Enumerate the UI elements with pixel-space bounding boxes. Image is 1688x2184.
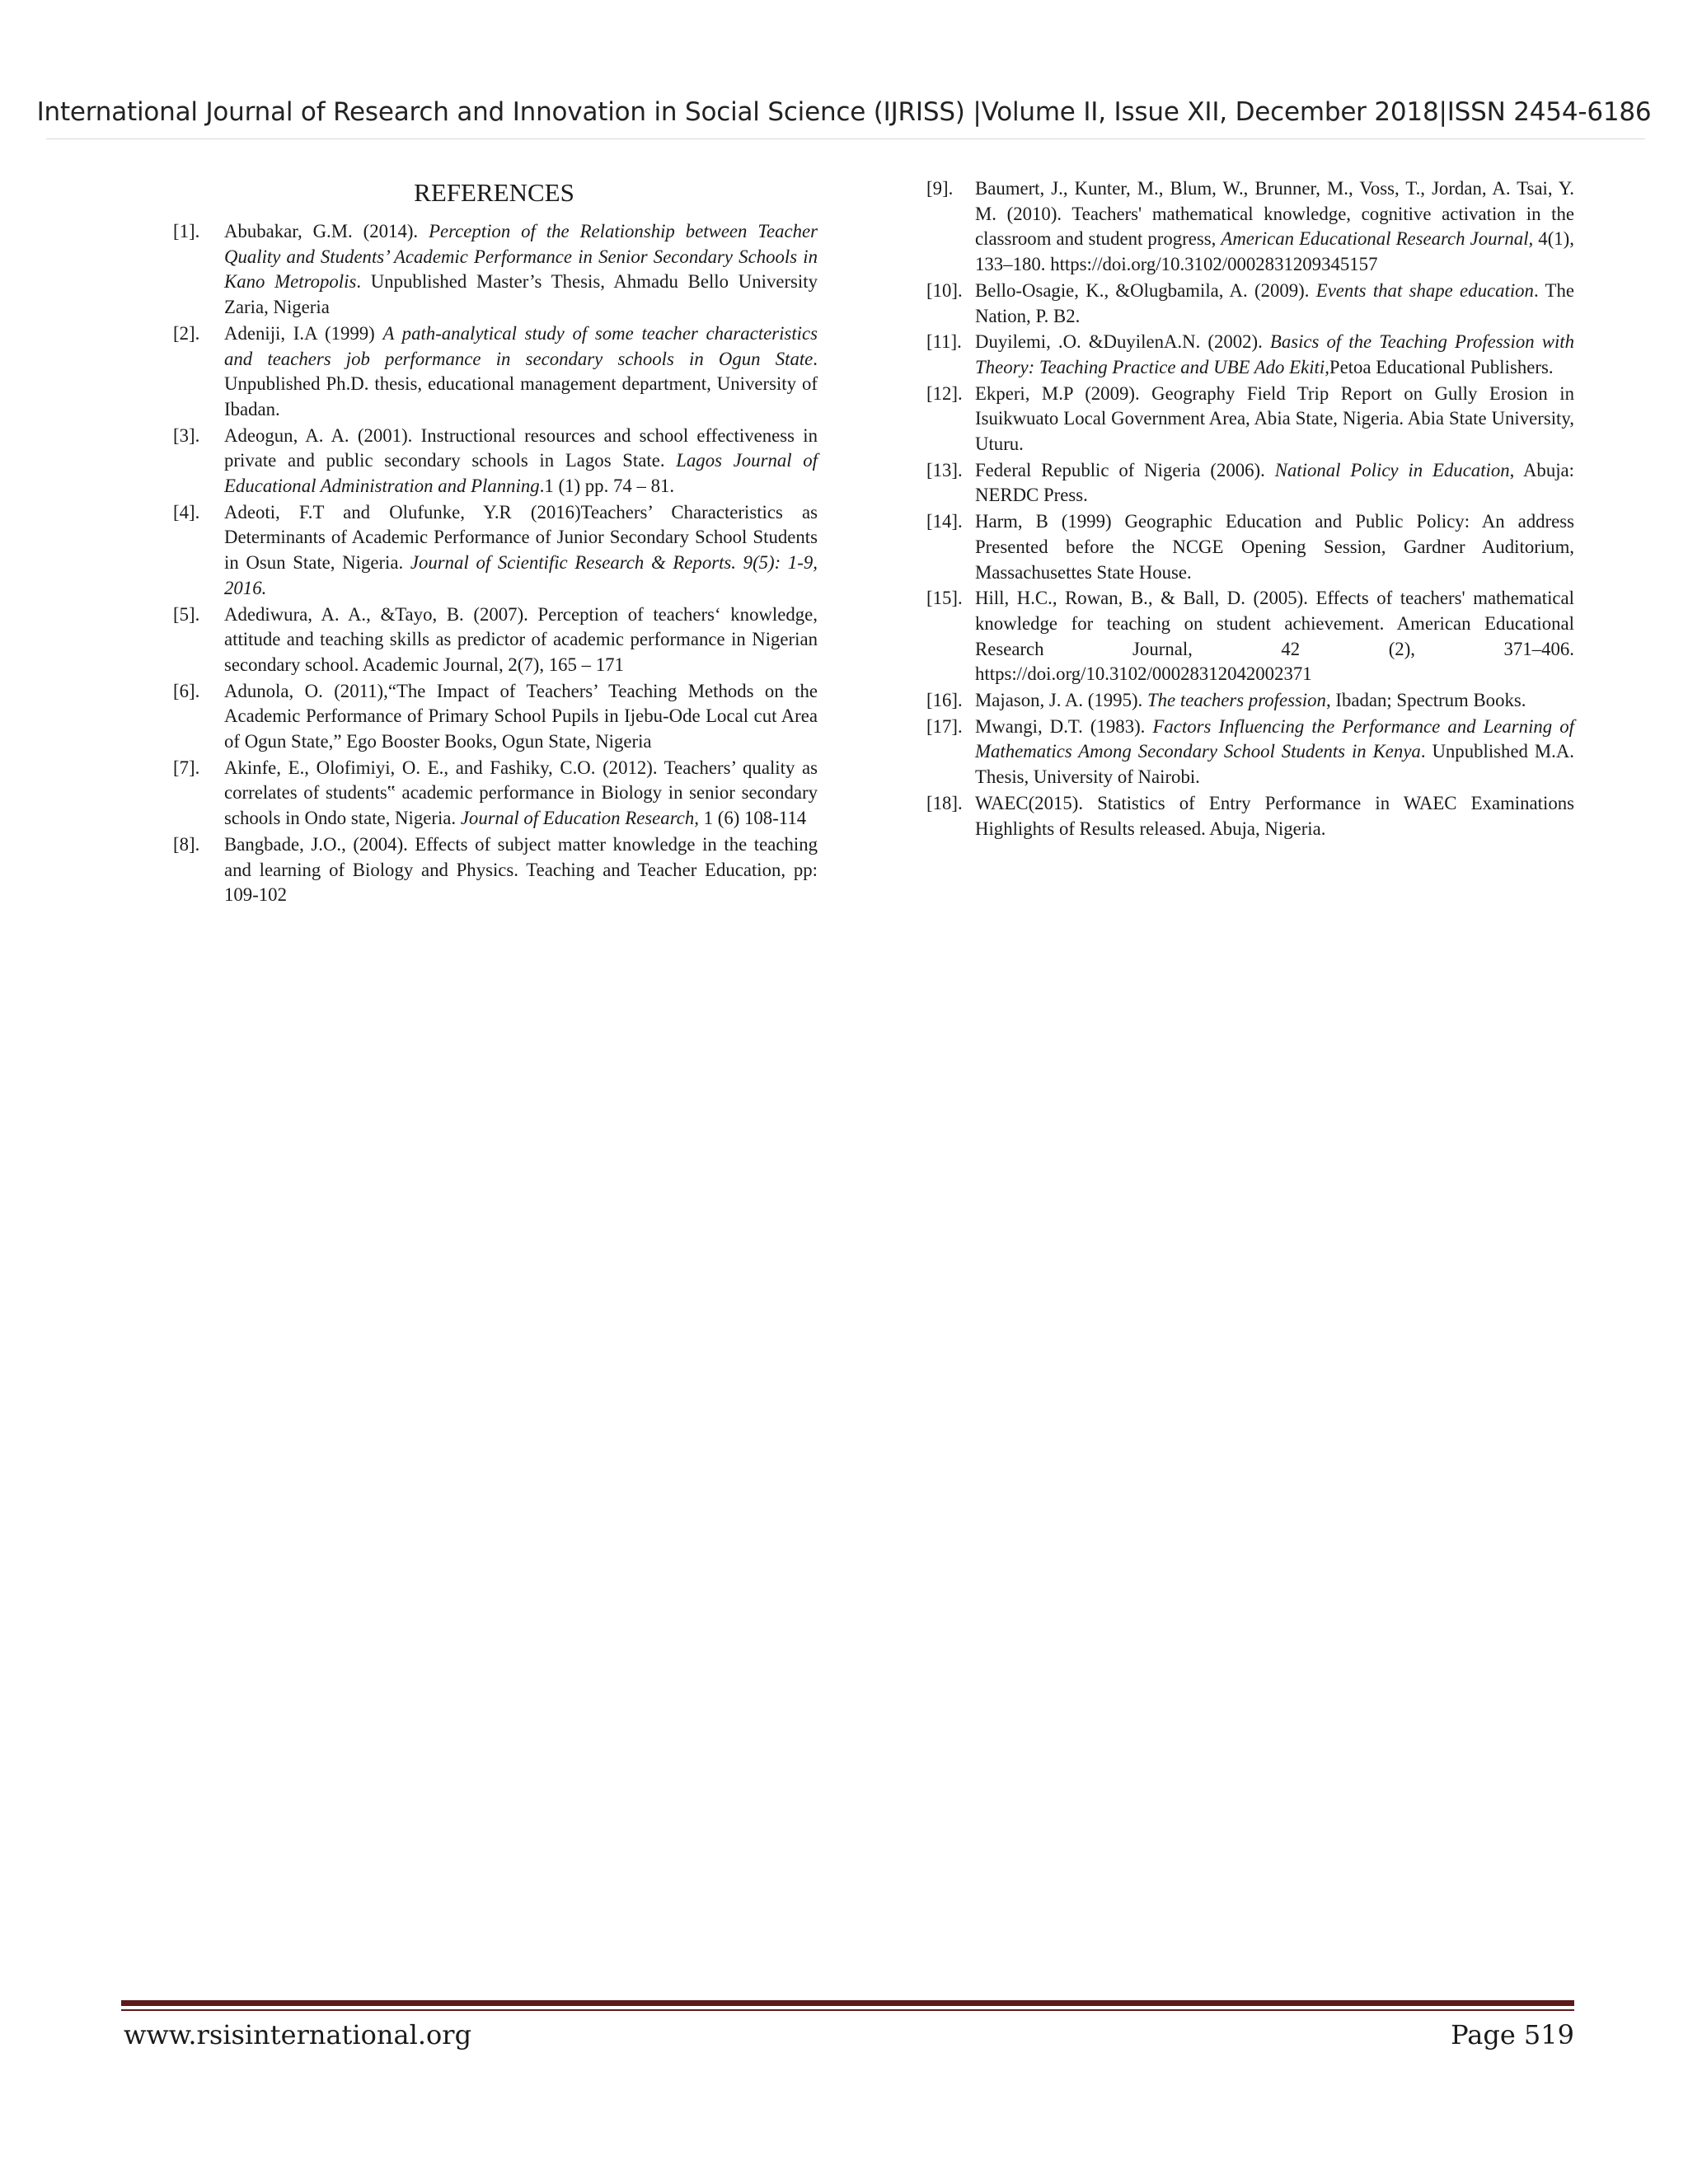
reference-italic-text: Events that shape education	[1315, 279, 1534, 301]
reference-text: Adeniji, I.A (1999)	[224, 322, 383, 344]
reference-item	[872, 330, 1574, 380]
reference-italic-text: The teachers profession	[1146, 690, 1326, 711]
reference-text: , Ibadan; Spectrum Books.	[1325, 690, 1526, 711]
reference-italic-text: Basics of the Teaching Profession with Theory: Teaching Practice and UBE Ado Ekiti,	[975, 331, 1575, 377]
reference-number: [9].	[926, 178, 954, 199]
reference-text: 1 (6) 108-114	[698, 808, 807, 829]
reference-italic-text: Journal of Scientific Research & Reports. 9(5): 1-9, 2016.	[224, 552, 818, 598]
reference-text: .1 (1) pp. 74 – 81.	[539, 476, 675, 497]
reference-item	[872, 176, 1574, 278]
reference-number: [4].	[173, 501, 200, 523]
reference-item	[121, 219, 818, 321]
reference-text: Abubakar, G.M. (2014).	[224, 221, 429, 241]
reference-item	[872, 458, 1574, 509]
reference-text: Akinfe, E., Olofimiyi, O. E., and Fashiky, C.O. (2012). Teachers’ quality as correlates of students‟ academic performance in Biology in senior secondary schools in Ondo state, Nigeria.	[224, 757, 818, 829]
reference-text: Adediwura, A. A., &Tayo, B. (2007). Perception of teachers‘ knowledge, attitude and teaching skills as predictor of academic performance in Nigerian secondary school. Academic Journal, 2(7), 165 – 171	[224, 603, 818, 675]
reference-number: [11].	[926, 331, 962, 353]
reference-text: Adunola, O. (2011),“The Impact of Teachers’ Teaching Methods on the Academic Performance of Primary School Pupils in Ijebu-Ode Local cut Area of Ogun State,” Ego Booster Books, Ogun State, Nigeria	[224, 680, 818, 752]
reference-text: Bangbade, J.O., (2004). Effects of subject matter knowledge in the teaching and learning of Biology and Physics. Teaching and Teacher Education, pp: 109-102	[224, 833, 818, 906]
reference-text: . The Nation, P. B2.	[975, 279, 1574, 326]
footer-divider-thin	[121, 2009, 1574, 2011]
footer-divider-thick	[121, 2000, 1574, 2006]
reference-text: . Unpublished M.A. Thesis, University of Nairobi.	[975, 741, 1574, 788]
reference-text: Adeogun, A. A. (2001). Instructional resources and school effectiveness in private and public secondary schools in Lagos State.	[224, 424, 818, 471]
reference-text: WAEC(2015). Statistics of Entry Performance in WAEC Examinations Highlights of Results released. Abuja, Nigeria.	[975, 792, 1574, 839]
footer-website: www.rsisinternational.org	[124, 2019, 472, 2050]
reference-number: [2].	[173, 322, 200, 344]
reference-item	[121, 500, 818, 602]
reference-text: Baumert, J., Kunter, M., Blum, W., Brunner, M., Voss, T., Jordan, A. Tsai, Y. M. (2010). Teachers' mathematical knowledge, cognitive activation in the classroom and student progress,	[975, 178, 1574, 250]
reference-number: [5].	[173, 603, 200, 625]
reference-item	[121, 321, 818, 423]
reference-italic-text: Perception of the Relationship between Teacher Quality and Students’ Academic Performance in Senior Secondary Schools in Kano Metropolis	[224, 221, 818, 293]
reference-number: [3].	[173, 424, 200, 446]
reference-number: [10].	[926, 279, 963, 301]
reference-number: [12].	[926, 382, 963, 404]
reference-item	[872, 688, 1574, 714]
reference-item	[121, 602, 818, 678]
reference-number: [1].	[173, 221, 200, 241]
reference-number: [14].	[926, 511, 963, 532]
header-divider	[46, 138, 1645, 139]
reference-item	[121, 679, 818, 755]
reference-italic-text: American Educational Research Journal,	[1221, 228, 1534, 250]
references-heading: REFERENCES	[414, 178, 574, 207]
reference-text: 4(1), 133–180. https://doi.org/10.3102/0002831209345157	[975, 228, 1574, 275]
reference-text: Mwangi, D.T. (1983).	[975, 715, 1153, 737]
reference-text: Harm, B (1999) Geographic Education and Public Policy: An address Presented before the NCGE Opening Session, Gardner Auditorium, Massachusettes State House.	[975, 511, 1574, 583]
reference-list-right	[872, 176, 1574, 841]
reference-item	[872, 715, 1574, 790]
reference-text: Bello-Osagie, K., &Olugbamila, A. (2009).	[975, 279, 1316, 301]
reference-item	[872, 382, 1574, 457]
reference-item	[872, 279, 1574, 329]
reference-text: Duyilemi, .O. &DuyilenA.N. (2002).	[975, 331, 1270, 353]
reference-text: , Abuja: NERDC Press.	[975, 459, 1574, 506]
reference-text: . Unpublished Ph.D. thesis, educational management department, University of Ibadan.	[224, 348, 818, 419]
reference-text: Ekperi, M.P (2009). Geography Field Trip Report on Gully Erosion in Isuikwuato Local Government Area, Abia State, Nigeria. Abia State University, Uturu.	[975, 382, 1574, 455]
reference-item	[872, 586, 1574, 687]
reference-text: Hill, H.C., Rowan, B., & Ball, D. (2005). Effects of teachers' mathematical knowledge for teaching on student achievement. American Educational Research Journal, 42 (2), 371–406. https://doi.org/10.3102/00028312042002371	[975, 588, 1574, 685]
reference-item	[121, 424, 818, 499]
reference-text: Petoa Educational Publishers.	[1329, 356, 1554, 377]
reference-text: Adeoti, F.T and Olufunke, Y.R (2016)Teachers’ Characteristics as Determinants of Academic Performance of Junior Secondary School Students in Osun State, Nigeria.	[224, 501, 818, 574]
reference-text: . Unpublished Master’s Thesis, Ahmadu Bello University Zaria, Nigeria	[224, 271, 818, 318]
reference-item	[121, 832, 818, 908]
reference-item	[121, 756, 818, 832]
reference-number: [13].	[926, 459, 963, 480]
reference-italic-text: Factors Influencing the Performance and Learning of Mathematics Among Secondary School Students in Kenya	[975, 715, 1575, 762]
reference-italic-text: A path-analytical study of some teacher characteristics and teachers job performance in secondary schools in Ogun State	[224, 322, 818, 369]
footer-page-number: Page 519	[1451, 2019, 1574, 2050]
reference-number: [17].	[926, 715, 963, 737]
reference-item	[872, 791, 1574, 841]
reference-italic-text: National Policy in Education	[1274, 459, 1510, 480]
reference-text: Federal Republic of Nigeria (2006).	[975, 459, 1275, 480]
reference-italic-text: Journal of Education Research,	[460, 808, 699, 829]
running-header: International Journal of Research and Innovation in Social Science (IJRISS) |Volume II, Issue XII, December 2018|ISSN 2454-6186	[36, 97, 1652, 127]
reference-number: [15].	[926, 588, 963, 609]
reference-number: [7].	[173, 757, 200, 778]
references-column-left	[121, 176, 818, 909]
reference-list-left	[121, 219, 818, 908]
reference-italic-text: Lagos Journal of Educational Administration and Planning	[224, 450, 818, 497]
reference-text: Majason, J. A. (1995).	[975, 690, 1147, 711]
reference-number: [16].	[926, 690, 963, 711]
reference-item	[872, 509, 1574, 585]
reference-number: [6].	[173, 680, 200, 701]
reference-number: [8].	[173, 833, 200, 855]
references-column-right	[872, 176, 1574, 842]
reference-number: [18].	[926, 792, 963, 813]
